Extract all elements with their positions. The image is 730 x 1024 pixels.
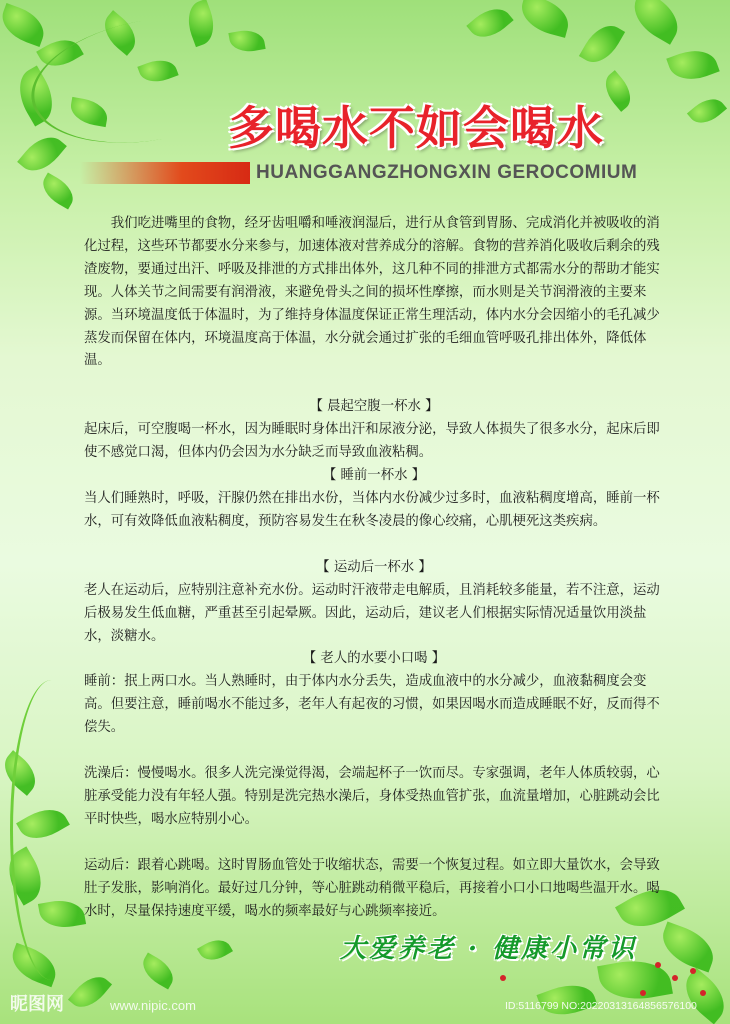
section-heading: 【 运动后一杯水 】 xyxy=(316,559,432,575)
section-text: 起床后，可空腹喝一杯水，因为睡眠时身体出汗和尿液分泌，导致人体损失了很多水分，起床后即使不感觉口渴，但体内仍会因为水分缺乏而导致血液粘稠。 xyxy=(84,422,660,461)
watermark-id: ID:5116799 NO:20220313164856576100 xyxy=(505,1000,697,1012)
watermark-url: www.nipic.com xyxy=(110,998,196,1013)
section-heading: 【 晨起空腹一杯水 】 xyxy=(309,399,439,415)
section-heading: 【 老人的水要小口喝 】 xyxy=(302,651,446,667)
section-text: 当人们睡熟时，呼吸，汗腺仍然在排出水份，当体内水份减少过多时，血液粘稠度增高，睡前一杯水，可有效降低血液粘稠度，预防容易发生在秋冬凌晨的像心绞痛，心肌梗死这类疾病。 xyxy=(84,490,660,529)
exercise-paragraph: 运动后：跟着心跳喝。这时胃肠血管处于收缩状态，需要一个恢复过程。如立即大量饮水，会导致肚子发胀，影响消化。最好过几分钟，等心脏跳动稍微平稳后，再接着小口小口地喝些温开水。喝水时，尽量保持速度平缓，喝水的频率最好与心跳频率接近。 xyxy=(84,857,660,919)
section-text: 睡前：抿上两口水。当人熟睡时，由于体内水分丢失，造成血液中的水分减少，血液黏稠度会变高。但要注意，睡前喝水不能过多，老年人有起夜的习惯，如果因喝水而造成睡眠不好，反而得不偿失。 xyxy=(84,674,660,736)
bathing-paragraph: 洗澡后：慢慢喝水。很多人洗完澡觉得渴，会端起杯子一饮而尽。专家强调，老年人体质较弱，心脏承受能力没有年轻人强。特别是洗完热水澡后，身体受热血管扩张，血流量增加，心脏跳动会比平时快些，喝水应特别小心。 xyxy=(84,766,660,827)
poster-title: 多喝水不如会喝水 xyxy=(228,101,604,155)
slogan: 大爱养老 · 健康小常识 xyxy=(340,934,638,964)
title-accent-bar xyxy=(80,162,250,184)
watermark-brand: 昵图网 xyxy=(10,994,64,1015)
section-heading: 【 睡前一杯水 】 xyxy=(322,468,426,484)
section-text: 老人在运动后，应特别注意补充水份。运动时汗液带走电解质，且消耗较多能量，若不注意，运动后极易发生低血糖，严重甚至引起晕厥。因此，运动后，建议老人们根据实际情况适量饮用淡盐水，淡糖水。 xyxy=(84,582,660,644)
intro-paragraph: 我们吃进嘴里的食物，经牙齿咀嚼和唾液润湿后，进行从食管到胃肠、完成消化并被吸收的消化过程，这些环节都要水分来参与，加速体液对营养成分的溶解。食物的营养消化吸收后剩余的残渣废物，要通过出汗、呼吸及排泄的方式排出体外，这几种不同的排泄方式都需水分的帮助才能实现。人体关节之间需要有润滑液，来避免骨头之间的损坏性摩擦，而水则是关节润滑液的主要来源。当环境温度低于体温时，为了维持身体温度保证正常生理活动，体内水分会因缩小的毛孔减少蒸发而保留在体内，环境温度高于体温，水分就会通过扩张的毛细血管呼吸孔排出体外，降低体温。 xyxy=(84,216,660,369)
article-body xyxy=(84,213,664,923)
poster-subtitle: HUANGGANGZHONGXIN GEROCOMIUM xyxy=(256,162,638,183)
